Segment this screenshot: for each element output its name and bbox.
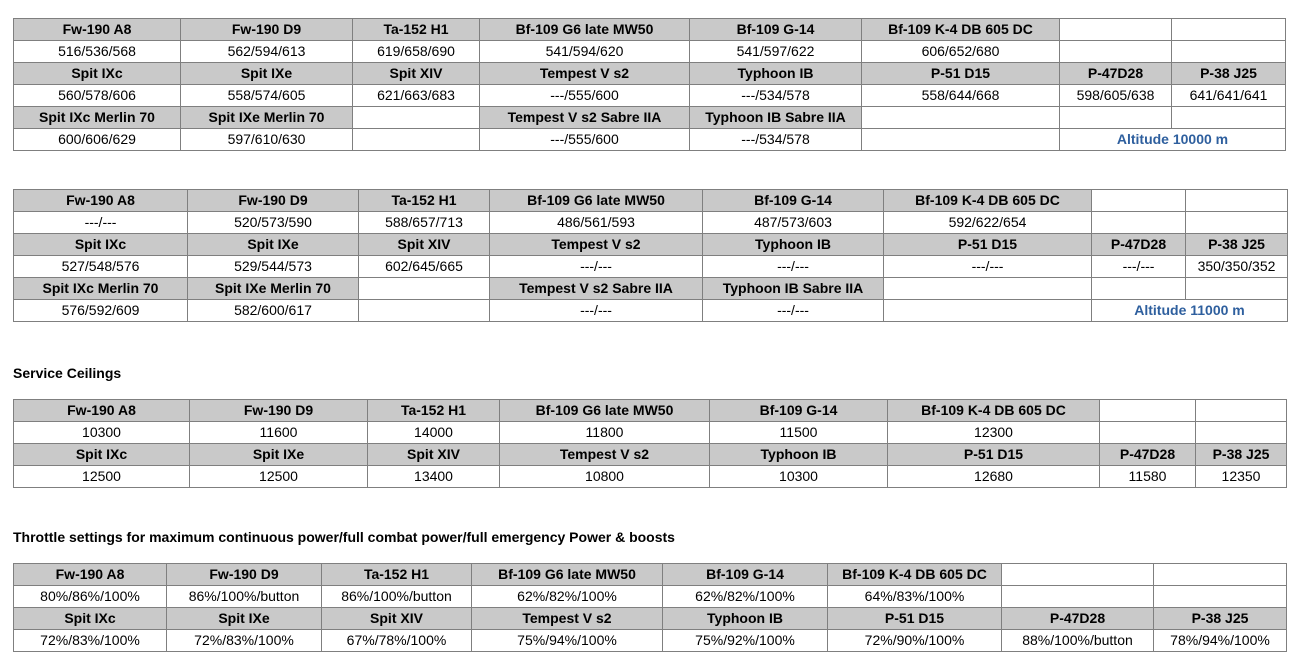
value-cell <box>1002 586 1154 608</box>
value-cell: 350/350/352 <box>1186 256 1288 278</box>
value-cell: 12300 <box>888 422 1100 444</box>
value-cell: 541/597/622 <box>690 41 862 63</box>
value-cell: 582/600/617 <box>188 300 359 322</box>
value-cell <box>862 129 1060 151</box>
value-cell: 10300 <box>14 422 190 444</box>
header-cell: Spit IXc Merlin 70 <box>14 107 181 129</box>
header-cell: Typhoon IB Sabre IIA <box>703 278 884 300</box>
value-cell: ---/555/600 <box>480 129 690 151</box>
value-cell: 602/645/665 <box>359 256 490 278</box>
header-cell <box>1154 564 1287 586</box>
value-cell <box>1092 212 1186 234</box>
value-cell: 527/548/576 <box>14 256 188 278</box>
header-cell: P-38 J25 <box>1172 63 1286 85</box>
altitude-label: Altitude 11000 m <box>1092 300 1288 322</box>
header-cell: Tempest V s2 Sabre IIA <box>480 107 690 129</box>
value-cell <box>1100 422 1196 444</box>
value-cell: 72%/83%/100% <box>14 630 167 652</box>
header-cell <box>1172 19 1286 41</box>
value-cell: 12680 <box>888 466 1100 488</box>
header-cell: Bf-109 K-4 DB 605 DC <box>862 19 1060 41</box>
data-row <box>14 466 1287 488</box>
header-cell <box>1196 400 1287 422</box>
header-cell: Bf-109 G6 late MW50 <box>490 190 703 212</box>
value-cell: 11500 <box>710 422 888 444</box>
value-cell: 619/658/690 <box>353 41 480 63</box>
header-cell: Spit XIV <box>322 608 472 630</box>
header-cell: Bf-109 K-4 DB 605 DC <box>828 564 1002 586</box>
value-cell: 588/657/713 <box>359 212 490 234</box>
header-cell: Typhoon IB <box>703 234 884 256</box>
header-cell: Spit IXe <box>167 608 322 630</box>
value-cell: ---/--- <box>14 212 188 234</box>
header-cell <box>353 107 480 129</box>
header-cell: Fw-190 A8 <box>14 19 181 41</box>
value-cell: 641/641/641 <box>1172 85 1286 107</box>
header-cell: Spit IXc <box>14 234 188 256</box>
header-cell: Spit XIV <box>368 444 500 466</box>
value-cell <box>1196 422 1287 444</box>
value-cell: 10300 <box>710 466 888 488</box>
header-cell <box>359 278 490 300</box>
value-cell: 12350 <box>1196 466 1287 488</box>
header-cell: Tempest V s2 <box>472 608 663 630</box>
header-cell: P-38 J25 <box>1186 234 1288 256</box>
header-cell: P-47D28 <box>1100 444 1196 466</box>
header-cell: Typhoon IB <box>690 63 862 85</box>
value-cell: 486/561/593 <box>490 212 703 234</box>
header-cell <box>1172 107 1286 129</box>
throttle-settings-heading: Throttle settings for maximum continuous power/full combat power/full emergency Power & boosts <box>13 529 675 545</box>
value-cell: 606/652/680 <box>862 41 1060 63</box>
header-cell: Bf-109 G6 late MW50 <box>500 400 710 422</box>
speed-table-11000m <box>13 189 1288 322</box>
value-cell: 487/573/603 <box>703 212 884 234</box>
header-cell: Fw-190 A8 <box>14 564 167 586</box>
value-cell: 62%/82%/100% <box>472 586 663 608</box>
value-cell: 62%/82%/100% <box>663 586 828 608</box>
header-cell: Bf-109 K-4 DB 605 DC <box>884 190 1092 212</box>
value-cell: 11580 <box>1100 466 1196 488</box>
data-row <box>14 422 1287 444</box>
throttle-settings-table <box>13 563 1287 652</box>
header-cell <box>1002 564 1154 586</box>
value-cell: 520/573/590 <box>188 212 359 234</box>
header-cell: Spit IXc <box>14 444 190 466</box>
header-row <box>14 444 1287 466</box>
value-cell: 11800 <box>500 422 710 444</box>
header-cell: Ta-152 H1 <box>353 19 480 41</box>
value-cell: 598/605/638 <box>1060 85 1172 107</box>
value-cell: 621/663/683 <box>353 85 480 107</box>
header-cell: Spit IXe <box>188 234 359 256</box>
header-cell: Bf-109 G6 late MW50 <box>480 19 690 41</box>
header-cell: P-51 D15 <box>828 608 1002 630</box>
header-cell: Spit IXe <box>190 444 368 466</box>
header-cell: P-51 D15 <box>862 63 1060 85</box>
value-cell: 64%/83%/100% <box>828 586 1002 608</box>
header-cell: Spit IXe Merlin 70 <box>181 107 353 129</box>
header-cell <box>1186 190 1288 212</box>
header-cell: Bf-109 G-14 <box>690 19 862 41</box>
value-cell: ---/--- <box>1092 256 1186 278</box>
value-cell: 558/574/605 <box>181 85 353 107</box>
value-cell: ---/--- <box>703 300 884 322</box>
header-row <box>14 234 1288 256</box>
value-cell: 75%/94%/100% <box>472 630 663 652</box>
header-cell <box>1186 278 1288 300</box>
header-cell: Typhoon IB <box>663 608 828 630</box>
value-cell <box>1154 586 1287 608</box>
header-cell: Tempest V s2 <box>480 63 690 85</box>
header-row <box>14 278 1288 300</box>
value-cell: ---/--- <box>703 256 884 278</box>
value-cell: 67%/78%/100% <box>322 630 472 652</box>
header-cell: Spit IXe <box>181 63 353 85</box>
value-cell: 14000 <box>368 422 500 444</box>
value-cell: 592/622/654 <box>884 212 1092 234</box>
value-cell: 529/544/573 <box>188 256 359 278</box>
header-cell: Tempest V s2 <box>490 234 703 256</box>
value-cell: 13400 <box>368 466 500 488</box>
value-cell: ---/--- <box>490 256 703 278</box>
header-cell: P-38 J25 <box>1154 608 1287 630</box>
header-cell: Spit XIV <box>359 234 490 256</box>
header-cell: Fw-190 D9 <box>181 19 353 41</box>
service-ceilings-heading: Service Ceilings <box>13 365 122 381</box>
header-cell: Fw-190 A8 <box>14 190 188 212</box>
header-cell: P-51 D15 <box>884 234 1092 256</box>
header-cell: P-47D28 <box>1092 234 1186 256</box>
header-cell <box>862 107 1060 129</box>
value-cell: 72%/90%/100% <box>828 630 1002 652</box>
value-cell: ---/--- <box>490 300 703 322</box>
value-cell <box>1186 212 1288 234</box>
header-cell <box>1060 107 1172 129</box>
header-cell: P-51 D15 <box>888 444 1100 466</box>
header-cell: Bf-109 G-14 <box>710 400 888 422</box>
header-cell: Bf-109 G-14 <box>703 190 884 212</box>
value-cell <box>1172 41 1286 63</box>
value-cell: 78%/94%/100% <box>1154 630 1287 652</box>
header-row <box>14 190 1288 212</box>
speed-table-10000m <box>13 18 1286 151</box>
header-cell: Bf-109 G-14 <box>663 564 828 586</box>
value-cell: 12500 <box>14 466 190 488</box>
value-cell: 541/594/620 <box>480 41 690 63</box>
header-row <box>14 400 1287 422</box>
header-cell: Typhoon IB Sabre IIA <box>690 107 862 129</box>
header-cell: Bf-109 G6 late MW50 <box>472 564 663 586</box>
header-cell: Ta-152 H1 <box>368 400 500 422</box>
value-cell: 11600 <box>190 422 368 444</box>
value-cell: 597/610/630 <box>181 129 353 151</box>
data-row <box>14 630 1287 652</box>
header-cell: Fw-190 D9 <box>190 400 368 422</box>
header-cell: Fw-190 D9 <box>188 190 359 212</box>
header-cell: Ta-152 H1 <box>322 564 472 586</box>
header-row <box>14 19 1286 41</box>
value-cell: ---/534/578 <box>690 85 862 107</box>
header-cell: Tempest V s2 <box>500 444 710 466</box>
value-cell: 558/644/668 <box>862 85 1060 107</box>
value-cell: 80%/86%/100% <box>14 586 167 608</box>
header-row <box>14 107 1286 129</box>
value-cell: 88%/100%/button <box>1002 630 1154 652</box>
data-row <box>14 41 1286 63</box>
value-cell: ---/534/578 <box>690 129 862 151</box>
data-row <box>14 212 1288 234</box>
value-cell: 72%/83%/100% <box>167 630 322 652</box>
header-cell: Ta-152 H1 <box>359 190 490 212</box>
altitude-label: Altitude 10000 m <box>1060 129 1286 151</box>
value-cell: ---/555/600 <box>480 85 690 107</box>
value-cell: 562/594/613 <box>181 41 353 63</box>
value-cell <box>359 300 490 322</box>
value-cell: 560/578/606 <box>14 85 181 107</box>
service-ceilings-table <box>13 399 1287 488</box>
value-cell: 600/606/629 <box>14 129 181 151</box>
header-cell: Spit IXc Merlin 70 <box>14 278 188 300</box>
header-row <box>14 564 1287 586</box>
header-cell <box>1060 19 1172 41</box>
header-cell <box>1100 400 1196 422</box>
value-cell: 86%/100%/button <box>167 586 322 608</box>
header-cell: Bf-109 K-4 DB 605 DC <box>888 400 1100 422</box>
header-cell <box>884 278 1092 300</box>
value-cell: 86%/100%/button <box>322 586 472 608</box>
value-cell <box>1060 41 1172 63</box>
header-cell: Fw-190 A8 <box>14 400 190 422</box>
value-cell <box>353 129 480 151</box>
header-cell <box>1092 278 1186 300</box>
value-cell <box>884 300 1092 322</box>
header-cell: Fw-190 D9 <box>167 564 322 586</box>
header-cell: P-38 J25 <box>1196 444 1287 466</box>
data-row <box>14 85 1286 107</box>
data-row <box>14 300 1288 322</box>
header-cell <box>1092 190 1186 212</box>
header-cell: Spit IXc <box>14 63 181 85</box>
data-row <box>14 586 1287 608</box>
header-cell: Typhoon IB <box>710 444 888 466</box>
header-cell: Spit XIV <box>353 63 480 85</box>
header-row <box>14 63 1286 85</box>
header-cell: Tempest V s2 Sabre IIA <box>490 278 703 300</box>
value-cell: 75%/92%/100% <box>663 630 828 652</box>
value-cell: ---/--- <box>884 256 1092 278</box>
value-cell: 576/592/609 <box>14 300 188 322</box>
header-row <box>14 608 1287 630</box>
value-cell: 12500 <box>190 466 368 488</box>
data-row <box>14 256 1288 278</box>
data-row <box>14 129 1286 151</box>
header-cell: P-47D28 <box>1060 63 1172 85</box>
value-cell: 516/536/568 <box>14 41 181 63</box>
header-cell: Spit IXc <box>14 608 167 630</box>
header-cell: Spit IXe Merlin 70 <box>188 278 359 300</box>
value-cell: 10800 <box>500 466 710 488</box>
header-cell: P-47D28 <box>1002 608 1154 630</box>
